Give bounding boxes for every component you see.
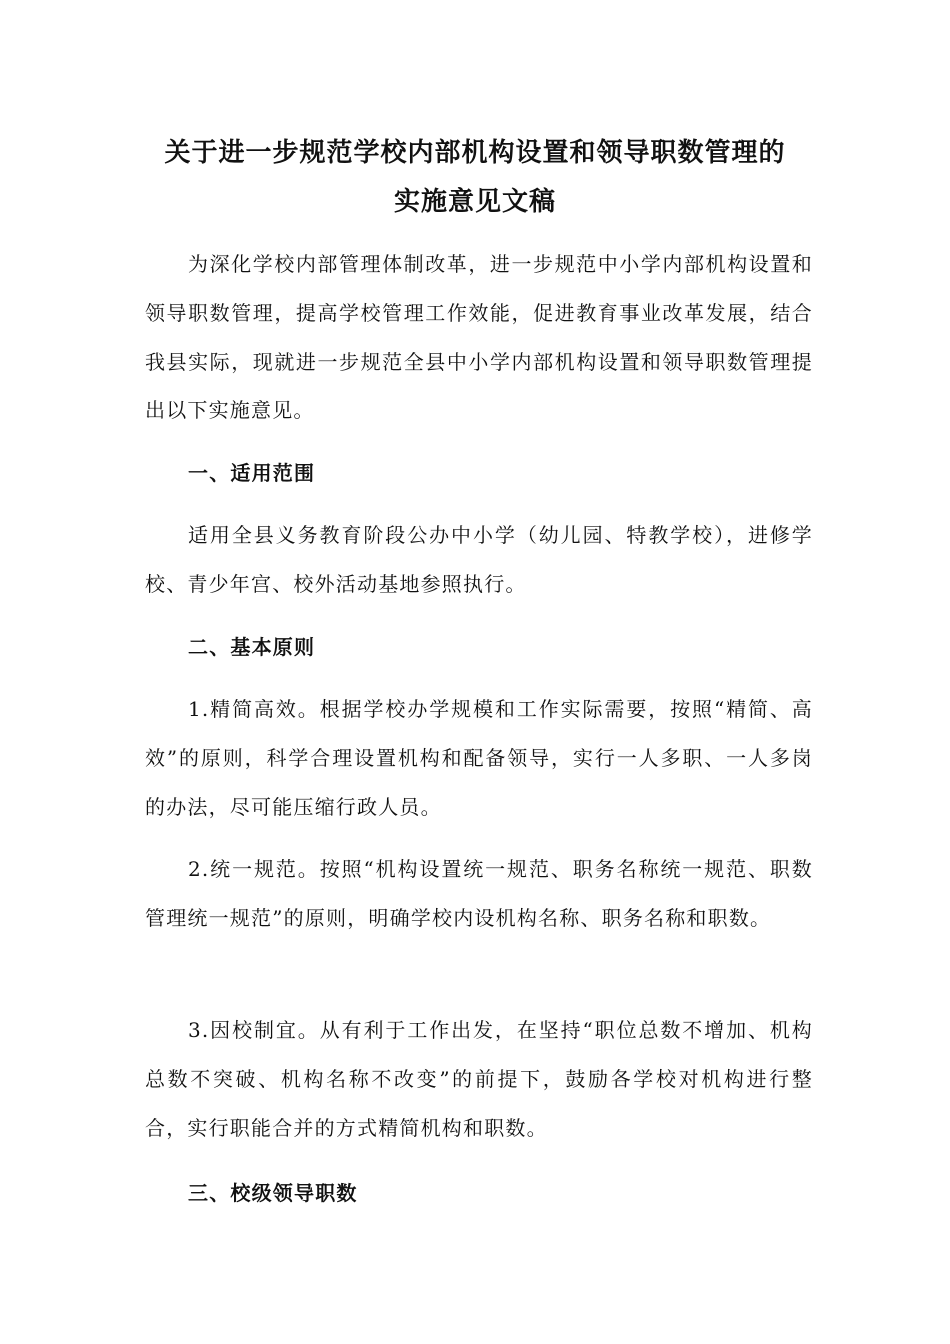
principle-paragraph-3: 3.因校制宜。从有利于工作出发，在坚持“职位总数不增加、机构总数不突破、机构名称不改变”的前提下，鼓励各学校对机构进行整合，实行职能合并的方式精简机构和职数。 — [145, 1018, 813, 1140]
principle-paragraph-1: 1.精简高效。根据学校办学规模和工作实际需要，按照“精简、高效”的原则，科学合理设置机构和配备领导，实行一人多职、一人多岗的办法，尽可能压缩行政人员。 — [145, 697, 813, 819]
section-heading-scope: 一、适用范围 — [188, 461, 316, 485]
principle-paragraph-2: 2.统一规范。按照“机构设置统一规范、职务名称统一规范、职数管理统一规范”的原则，明确学校内设机构名称、职务名称和职数。 — [145, 857, 813, 930]
section-heading-leadership: 三、校级领导职数 — [188, 1181, 358, 1205]
document-title-line-1: 关于进一步规范学校内部机构设置和领导职数管理的 — [164, 138, 786, 168]
scope-paragraph: 适用全县义务教育阶段公办中小学（幼儿园、特教学校），进修学校、青少年宫、校外活动基地参照执行。 — [145, 523, 813, 596]
intro-paragraph: 为深化学校内部管理体制改革，进一步规范中小学内部机构设置和领导职数管理，提高学校管理工作效能，促进教育事业改革发展，结合我县实际，现就进一步规范全县中小学内部机构设置和领导职数管理提出以下实施意见。 — [145, 252, 813, 423]
section-heading-principles: 二、基本原则 — [188, 635, 316, 659]
document-title-line-2: 实施意见文稿 — [393, 187, 556, 217]
